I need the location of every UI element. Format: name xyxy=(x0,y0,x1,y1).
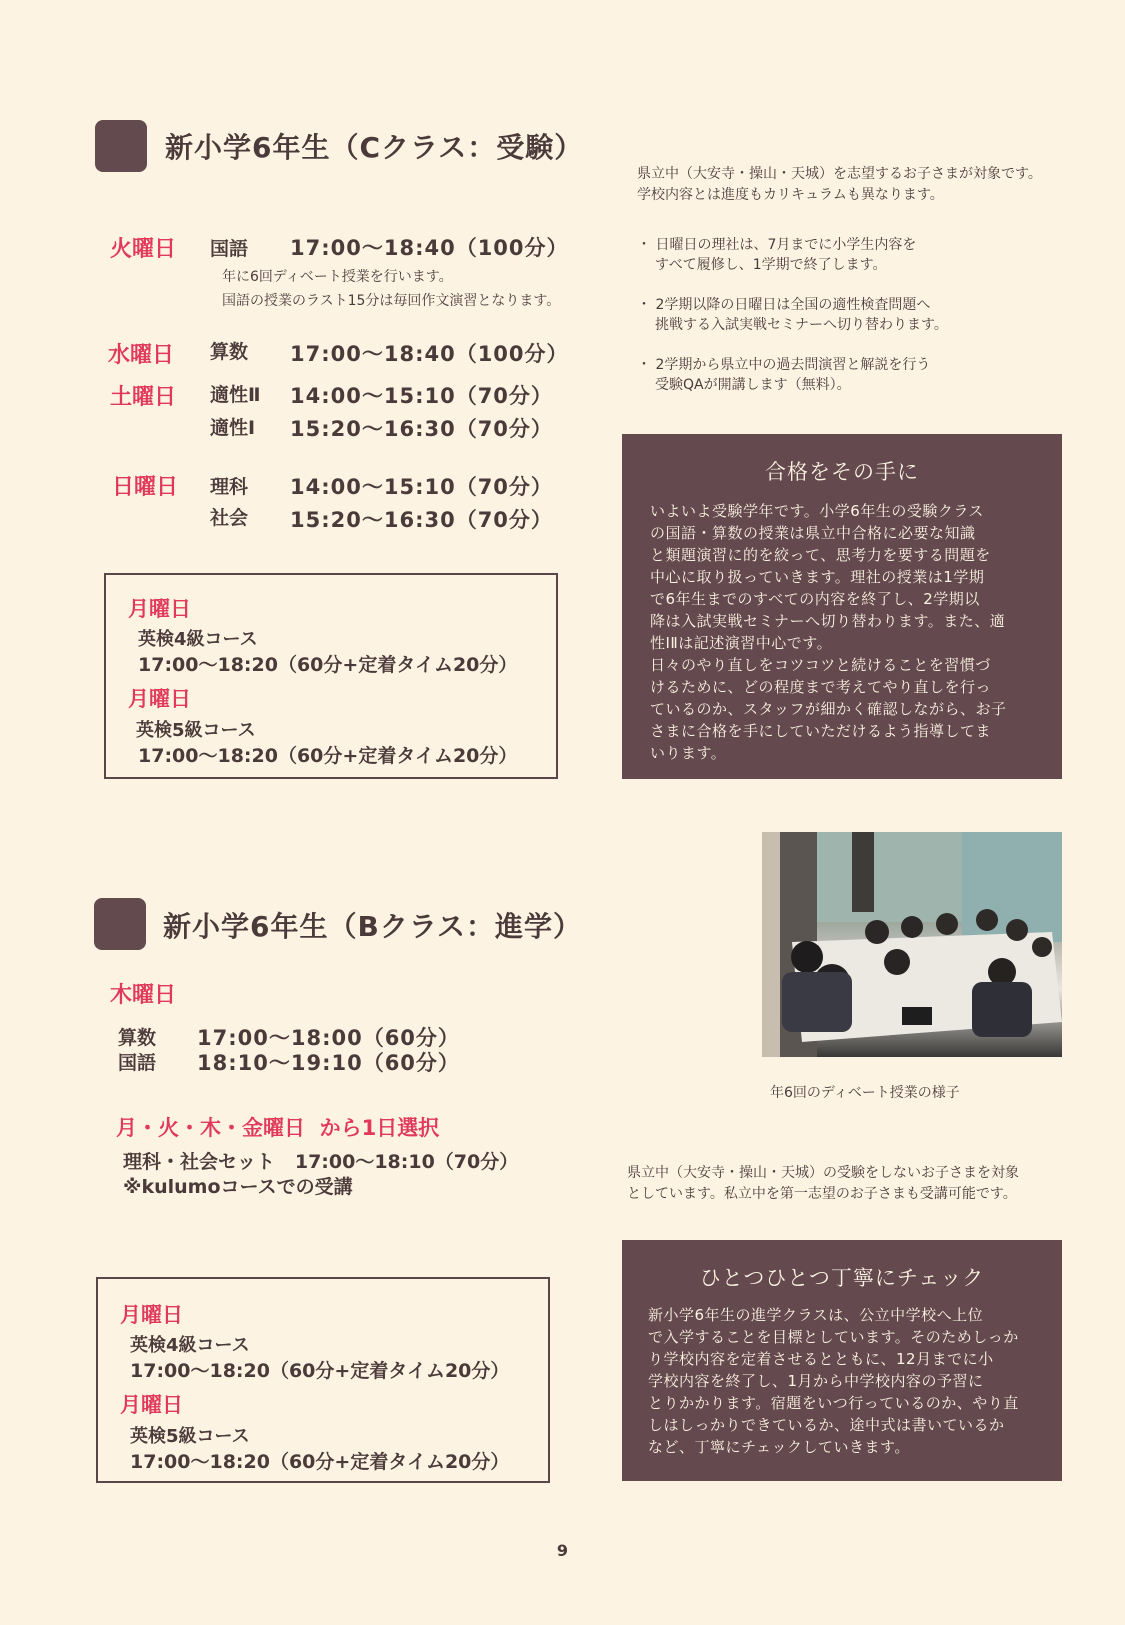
panel-check-line: しはしっかりできているか、途中式は書いているか xyxy=(648,1416,1005,1434)
section-b-title: 新小学6年生（Bクラス：進学） xyxy=(163,910,582,943)
bullet-2 xyxy=(637,295,948,335)
subject-kokugo: 国語 xyxy=(210,238,249,260)
section-c-marker xyxy=(95,120,147,172)
day-thursday: 木曜日 xyxy=(110,983,177,1008)
panel-pass-line: ているのか、スタッフが細かく確認しながら、お子 xyxy=(650,700,1007,718)
section-c-intro xyxy=(637,164,1042,206)
day-saturday: 土曜日 xyxy=(110,385,177,410)
debate-class-photo xyxy=(762,832,1062,1057)
bullet-2-line-2: 挑戦する入試実戦セミナーへ切り替わります。 xyxy=(655,317,948,333)
panel-pass-line: いよいよ受験学年です。小学6年生の受験クラス xyxy=(650,502,984,520)
select-line-1: 理科・社会セット 17:00〜18:10（70分） xyxy=(123,1151,519,1173)
bullet-3-line-1: ・ 2学期から県立中の過去問演習と解説を行う xyxy=(637,357,931,373)
eiken-b-time-1: 17:00〜18:20（60分+定着タイム20分） xyxy=(130,1360,510,1382)
select-line-2: ※kulumoコースでの受講 xyxy=(123,1176,353,1198)
eiken-c-course-1: 英検4級コース xyxy=(138,629,258,650)
select-heading: 月・火・木・金曜日 から1日選択 xyxy=(116,1116,440,1140)
day-wednesday: 水曜日 xyxy=(108,343,175,368)
subject-sansu: 算数 xyxy=(210,341,249,363)
panel-pass xyxy=(622,434,1062,779)
time-wednesday: 17:00〜18:40（100分） xyxy=(290,342,569,366)
panel-check-line: とりかかります。宿題をいつ行っているのか、やり直 xyxy=(648,1394,1019,1412)
time-sunday-2: 15:20〜16:30（70分） xyxy=(290,508,553,532)
eiken-b-day-1: 月曜日 xyxy=(120,1303,183,1327)
eiken-c-day-2: 月曜日 xyxy=(128,687,191,711)
panel-pass-line: 降は入試実戦セミナーへ切り替わります。また、適 xyxy=(650,612,1006,630)
panel-check-line: り学校内容を定着させるとともに、12月までに小 xyxy=(648,1350,994,1368)
section-c-intro-line-2: 学校内容とは進度もカリキュラムも異なります。 xyxy=(637,187,944,203)
section-c-intro-line-1: 県立中（大安寺・操山・天城）を志望するお子さまが対象です。 xyxy=(637,166,1042,182)
section-b-intro-line-2: としています。私立中を第一志望のお子さまも受講可能です。 xyxy=(627,1186,1017,1202)
section-b-marker xyxy=(94,898,146,950)
subject-tekisei2: 適性Ⅱ xyxy=(210,384,261,406)
time-saturday-2: 15:20〜16:30（70分） xyxy=(290,417,553,441)
eiken-box-c xyxy=(104,573,558,779)
panel-pass-title: 合格をその手に xyxy=(765,460,919,484)
eiken-c-course-2: 英検5級コース xyxy=(136,720,256,741)
eiken-c-time-2: 17:00〜18:20（60分+定着タイム20分） xyxy=(138,745,518,767)
bullet-3-line-2: 受験QAが開講します（無料）。 xyxy=(655,377,851,393)
page-number: 9 xyxy=(556,1541,569,1560)
time-saturday-1: 14:00〜15:10（70分） xyxy=(290,384,553,408)
panel-check-line: 新小学6年生の進学クラスは、公立中学校へ上位 xyxy=(648,1306,984,1324)
bullet-3 xyxy=(637,355,930,395)
eiken-b-day-2: 月曜日 xyxy=(120,1393,183,1417)
panel-pass-line: けるために、どの程度まで考えてやり直しを行っ xyxy=(650,678,992,696)
eiken-c-time-1: 17:00〜18:20（60分+定着タイム20分） xyxy=(138,654,518,676)
subject-b-kokugo: 国語 xyxy=(118,1052,157,1074)
eiken-b-time-2: 17:00〜18:20（60分+定着タイム20分） xyxy=(130,1451,510,1473)
time-b-kokugo: 18:10〜19:10（60分） xyxy=(197,1051,460,1075)
bullet-1-line-1: ・ 日曜日の理社は、7月までに小学生内容を xyxy=(637,237,917,253)
panel-pass-line: と類題演習に的を絞って、思考力を要する問題を xyxy=(650,546,991,564)
day-sunday: 日曜日 xyxy=(112,475,179,500)
panel-check-line: 学校内容を終了し、1月から中学校内容の予習に xyxy=(648,1372,984,1390)
panel-pass-line: 中心に取り扱っていきます。理社の授業は1学期 xyxy=(650,568,985,586)
section-b-intro xyxy=(627,1163,1019,1205)
panel-pass-line: さまに合格を手にしていただけるよう指導してま xyxy=(650,722,992,740)
bullet-1-line-2: すべて履修し、1学期で終了します。 xyxy=(655,257,887,273)
panel-pass-line: 日々のやり直しをコツコツと続けることを習慣づ xyxy=(650,656,991,674)
eiken-b-course-2: 英検5級コース xyxy=(130,1426,250,1447)
subject-b-sansu: 算数 xyxy=(118,1027,157,1049)
eiken-box-b xyxy=(96,1277,550,1483)
panel-pass-text xyxy=(650,500,1062,764)
subject-rika: 理科 xyxy=(210,476,249,498)
bullet-2-line-1: ・ 2学期以降の日曜日は全国の適性検査問題へ xyxy=(637,297,931,313)
time-tuesday: 17:00〜18:40（100分） xyxy=(290,236,569,260)
section-c-title: 新小学6年生（Cクラス：受験） xyxy=(165,131,584,164)
subject-tekisei1: 適性Ⅰ xyxy=(210,417,256,439)
photo-caption: 年6回のディベート授業の様子 xyxy=(770,1085,960,1101)
panel-check-line: で入学することを目標としています。そのためしっか xyxy=(648,1328,1019,1346)
note-debate: 年に6回ディベート授業を行います。 xyxy=(222,269,453,285)
time-sunday-1: 14:00〜15:10（70分） xyxy=(290,475,553,499)
panel-pass-line: 性ⅠⅡは記述演習中心です。 xyxy=(650,634,833,652)
eiken-c-day-1: 月曜日 xyxy=(128,597,191,621)
panel-check-text xyxy=(648,1304,1062,1458)
subject-shakai: 社会 xyxy=(210,507,249,529)
panel-pass-line: で6年生までのすべての内容を終了し、2学期以 xyxy=(650,590,980,608)
panel-check-title: ひとつひとつ丁寧にチェック xyxy=(699,1266,985,1290)
time-b-sansu: 17:00〜18:00（60分） xyxy=(197,1026,460,1050)
section-b-intro-line-1: 県立中（大安寺・操山・天城）の受験をしないお子さまを対象 xyxy=(627,1165,1019,1181)
panel-pass-line: の国語・算数の授業は県立中合格に必要な知識 xyxy=(650,524,976,542)
bullet-1 xyxy=(637,235,916,275)
panel-check-line: など、丁寧にチェックしていきます。 xyxy=(648,1438,910,1456)
eiken-b-course-1: 英検4級コース xyxy=(130,1335,250,1356)
panel-check xyxy=(622,1240,1062,1481)
panel-pass-line: いります。 xyxy=(650,744,727,762)
day-tuesday: 火曜日 xyxy=(110,237,177,262)
debate-class-photo-image xyxy=(762,832,1062,1057)
note-essay: 国語の授業のラスト15分は毎回作文演習となります。 xyxy=(222,293,561,309)
